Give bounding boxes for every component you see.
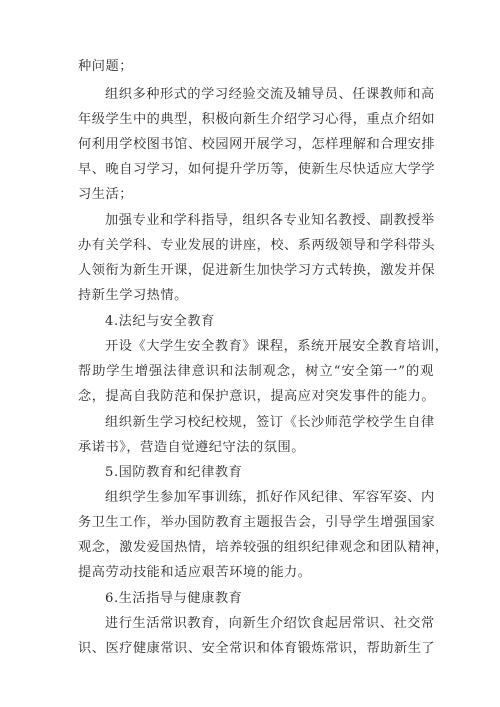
section-heading: 4.法纪与安全教育 [105, 314, 215, 329]
text-line: 提高劳动技能和适应艰苦环境的能力。 [78, 565, 312, 580]
text-line: 何利用学校图书馆、校园网开展学习，怎样理解和合理安排 [78, 137, 436, 152]
text-line: 组织多种形式的学习经验交流及辅导员、任课教师和高 [105, 87, 435, 102]
text-line: 种问题； [78, 59, 133, 74]
text-line: 年级学生中的典型，积极向新生介绍学习心得，重点介绍如 [78, 112, 436, 127]
text-line: 务卫生工作，举办国防教育主题报告会，引导学生增强国家 [78, 515, 436, 530]
text-line: 习生活； [78, 187, 133, 202]
section-heading: 5.国防教育和纪律教育 [105, 465, 243, 480]
text-line: 开设《大学生安全教育》课程，系统开展安全教育培训， [105, 339, 449, 354]
text-line: 进行生活常识教育，向新生介绍饮食起居常识、社交常 [105, 616, 435, 631]
text-line: 组织新生学习校纪校规，签订《长沙师范学校学生自律 [105, 415, 435, 430]
text-line: 持新生学习热情。 [78, 288, 188, 303]
text-line: 念，提高自我防范和保护意识，提高应对突发事件的能力。 [78, 389, 436, 404]
text-line: 观念，激发爱国热情，培养较强的组织纪律观念和团队精神， [78, 540, 449, 555]
text-line: 识、医疗健康常识、安全常识和体育锻炼常识，帮助新生了 [78, 641, 436, 656]
section-heading: 6.生活指导与健康教育 [105, 591, 243, 606]
text-line: 组织学生参加军事训练，抓好作风纪律、军容军姿、内 [105, 490, 435, 505]
text-line: 办有关学科、专业发展的讲座，校、系两级领导和学科带头 [78, 238, 436, 253]
text-line: 人领衔为新生开课，促进新生加快学习方式转换，激发并保 [78, 263, 436, 278]
text-line: 承诺书》，营造自觉遵纪守法的氛围。 [78, 440, 305, 455]
text-line: 加强专业和学科指导，组织各专业知名教授、副教授举 [105, 213, 435, 228]
text-line: 帮助学生增强法律意识和法制观念，树立“安全第一”的观 [78, 364, 434, 379]
text-line: 早、晚自习学习，如何提升学历等，使新生尽快适应大学学 [78, 162, 436, 177]
